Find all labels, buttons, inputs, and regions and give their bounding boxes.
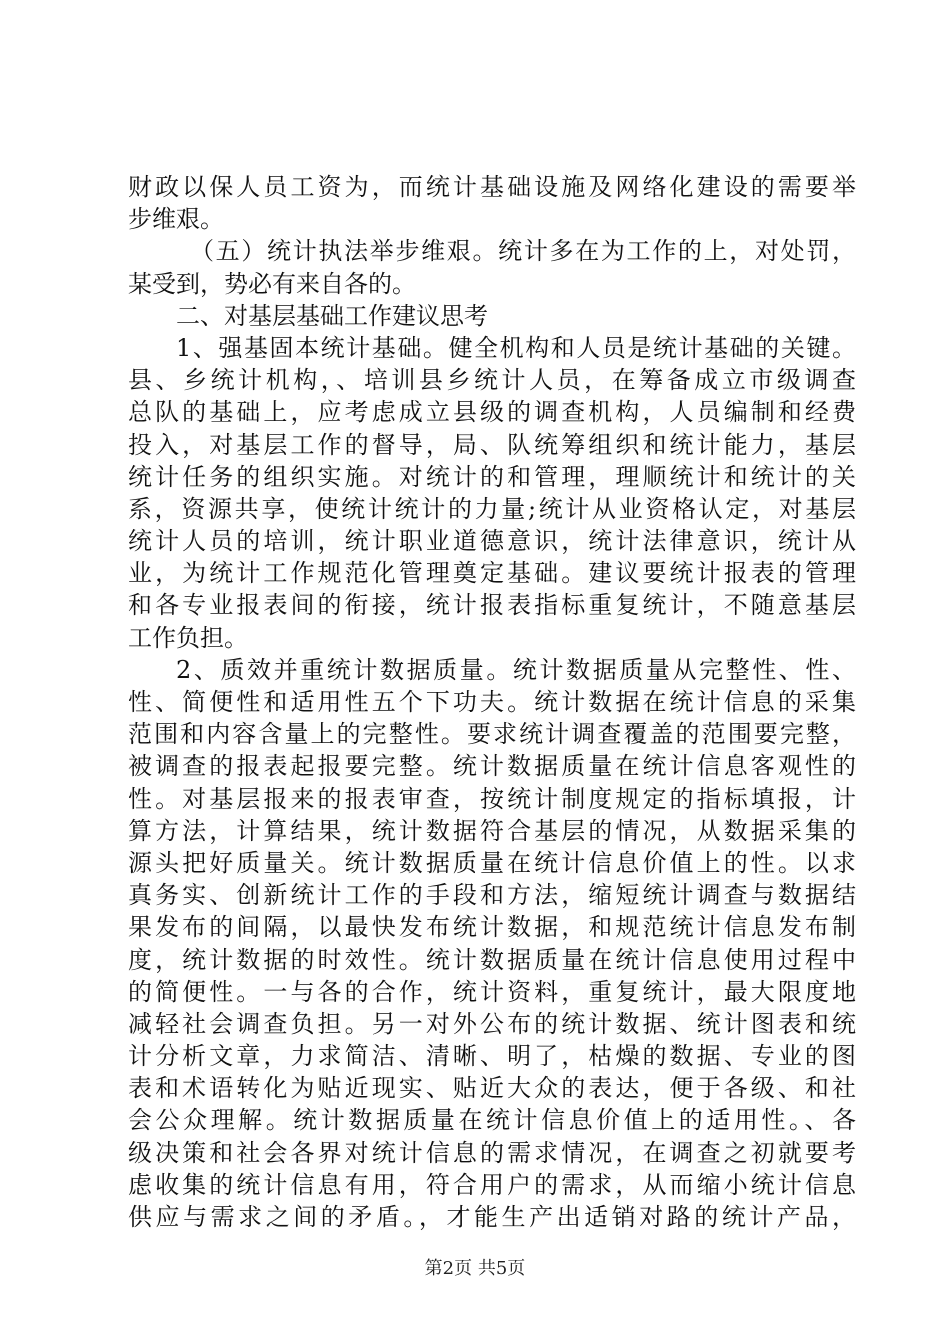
text-line: 和各专业报表间的衔接，统计报表指标重复统计，不随意基层 — [128, 591, 856, 620]
text-line: 系，资源共享，使统计统计的力量;统计从业资格认定，对基层 — [128, 494, 856, 523]
text-line: 范围和内容含量上的完整性。要求统计调查覆盖的范围要完整， — [128, 720, 856, 749]
text-line: 供应与需求之间的矛盾。，才能生产出适销对路的统计产品， — [128, 1203, 856, 1231]
page-footer — [0, 1258, 950, 1280]
text-line: 果发布的间隔，以最快发布统计数据，和规范统计信息发布制 — [128, 913, 856, 942]
text-line: 表和术语转化为贴近现实、贴近大众的表达，便于各级、和社 — [128, 1074, 856, 1103]
text-line: 虑收集的统计信息有用，符合用户的需求，从而缩小统计信息 — [128, 1170, 856, 1199]
text-line: （五）统计执法举步维艰。统计多在为工作的上，对处罚， — [190, 237, 856, 266]
text-line: 投入，对基层工作的督导，局、队统筹组织和统计能力，基层 — [128, 430, 856, 459]
text-line: 二、对基层基础工作建议思考 — [176, 301, 488, 330]
text-line: 会公众理解。统计数据质量在统计信息价值上的适用性。、各 — [128, 1106, 856, 1135]
text-line: 度，统计数据的时效性。统计数据质量在统计信息使用过程中 — [128, 945, 856, 974]
text-line: 步维艰。 — [128, 205, 224, 234]
text-line: 计分析文章，力求简洁、清晰、明了，枯燥的数据、专业的图 — [128, 1042, 856, 1071]
text-line: 业，为统计工作规范化管理奠定基础。建议要统计报表的管理 — [128, 559, 856, 588]
text-line: 减轻社会调查负担。另一对外公布的统计数据、统计图表和统 — [128, 1009, 856, 1038]
text-line: 县、乡统计机构，、培训县乡统计人员，在筹备成立市级调查 — [128, 366, 856, 395]
text-line: 财政以保人员工资为，而统计基础设施及网络化建设的需要举 — [128, 173, 856, 201]
text-line: 性、简便性和适用性五个下功夫。统计数据在统计信息的采集 — [128, 688, 856, 716]
text-line: 源头把好质量关。统计数据质量在统计信息价值上的性。以求 — [128, 848, 856, 877]
text-line: 2、质效并重统计数据质量。统计数据质量从完整性、性、 — [176, 655, 856, 684]
text-line: 工作负担。 — [128, 623, 248, 652]
text-line: 真务实、创新统计工作的手段和方法，缩短统计调查与数据结 — [128, 881, 856, 910]
text-line: 统计人员的培训，统计职业道德意识，统计法律意识，统计从 — [128, 527, 856, 556]
text-line: 性。对基层报来的报表审查，按统计制度规定的指标填报，计 — [128, 784, 856, 813]
page-number: 第2页 共5页 — [424, 1258, 526, 1279]
text-line: 级决策和社会各界对统计信息的需求情况，在调查之初就要考 — [128, 1138, 856, 1167]
text-line: 的简便性。一与各的合作，统计资料，重复统计，最大限度地 — [128, 977, 856, 1006]
text-line: 被调查的报表起报要完整。统计数据质量在统计信息客观性的 — [128, 752, 856, 781]
text-line: 算方法，计算结果，统计数据符合基层的情况，从数据采集的 — [128, 816, 856, 845]
text-line: 统计任务的组织实施。对统计的和管理，理顺统计和统计的关 — [128, 462, 856, 491]
text-line: 某受到，势必有来自各的。 — [128, 269, 416, 298]
text-line: 总队的基础上，应考虑成立县级的调查机构，人员编制和经费 — [128, 398, 856, 427]
text-line: 1、强基固本统计基础。健全机构和人员是统计基础的关键。 — [176, 333, 856, 362]
document-body — [128, 171, 856, 1233]
